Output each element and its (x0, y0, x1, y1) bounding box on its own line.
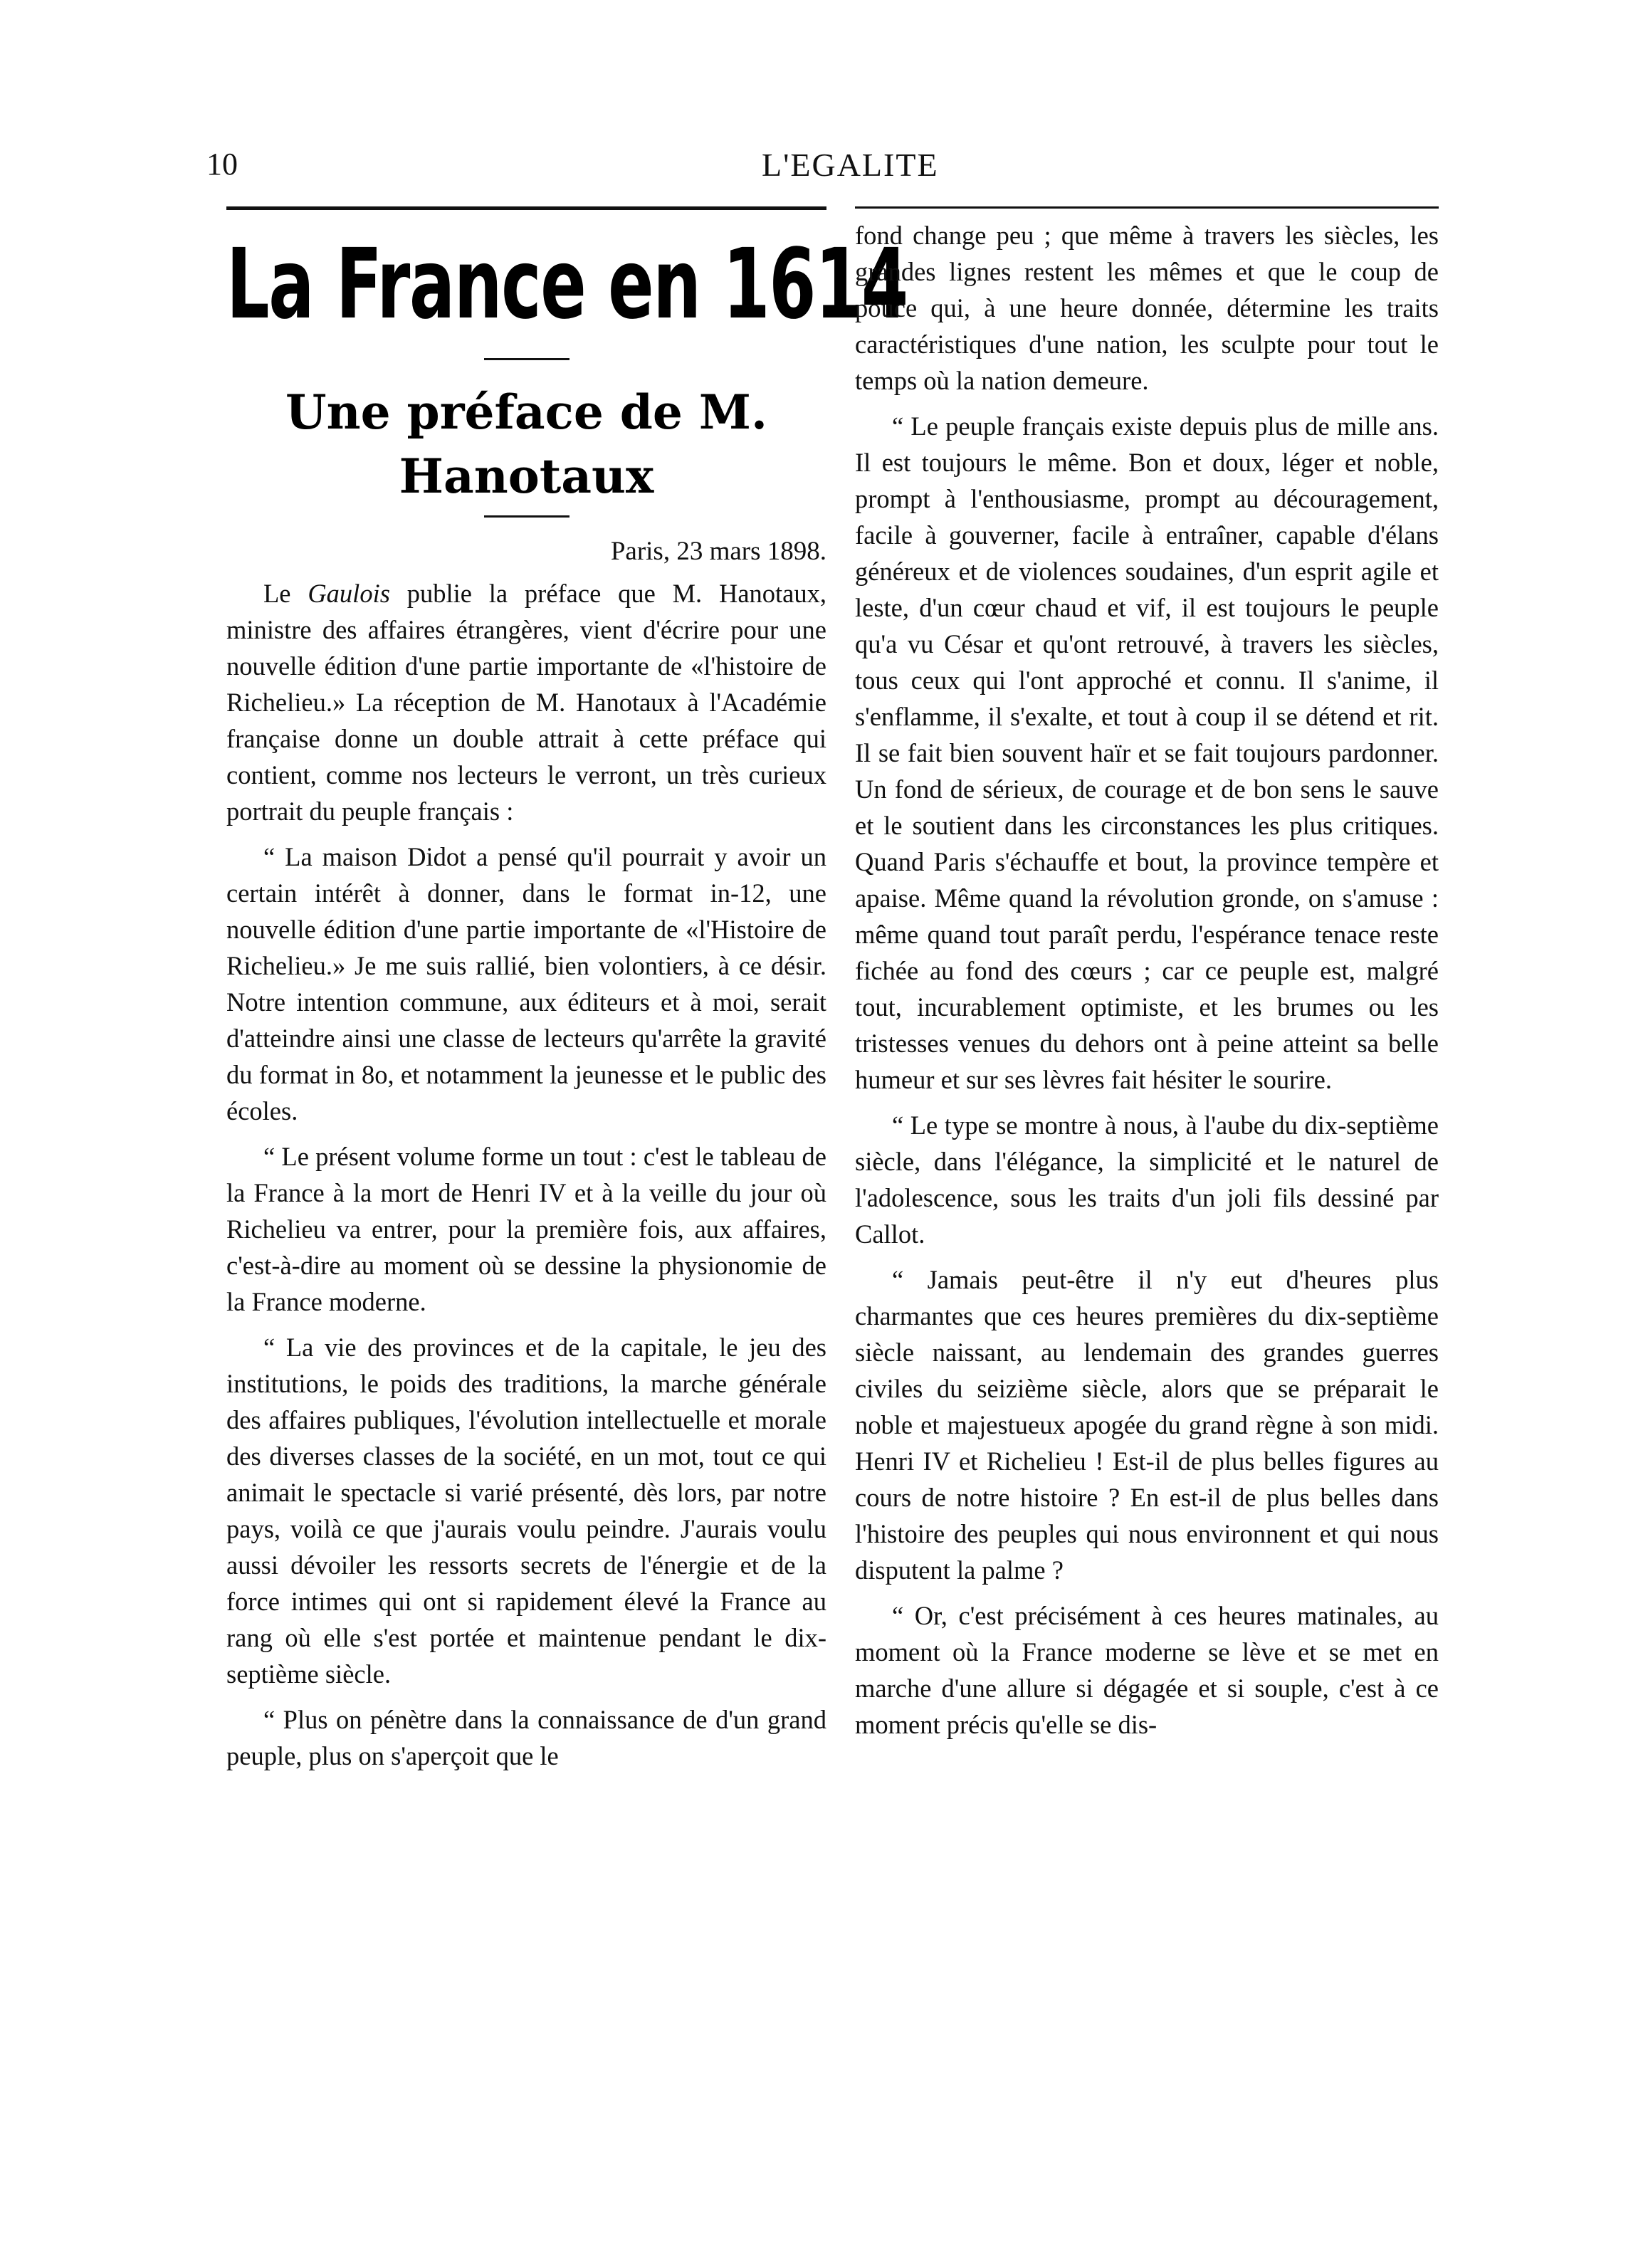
body-paragraph: “ Plus on pénètre dans la connaissance de d'un grand peuple, plus on s'aperçoit que le (226, 1705, 826, 1770)
body-paragraph: “ Le peuple français existe depuis plus de mille ans. Il est toujours le même. Bon et doux, léger et noble, prompt à l'enthousiasme, prompt au découragement, facile à gouverner, facile à entraîner, capable d'élans généreux et de violences soudaines, d'un esprit agile et leste, d'un cœur chaud et vif, il est toujours le peuple qu'a vu César et qu'ont retrouvé, à travers les siècles, tous ceux qui l'ont approché et connu. Il s'anime, il s'enflamme, il s'exalte, et tout à coup il se détend et rit. Il se fait bien souvent haïr et se fait toujours pardonner. Un fond de sérieux, de courage et de bon sens le sauve et le soutient dans les circonstances les plus critiques. Quand Paris s'échauffe et bout, la province tempère et apaise. Même quand la révolution gronde, on s'amuse : même quand tout paraît perdu, l'espérance tenace reste fichée au fond des cœurs ; car ce peuple est, malgré tout, incurablement optimiste, et les brumes ou les tristesses venues du dehors ont à peine atteint sa belle humeur et sur ses lèvres fait hésiter le sourire. (855, 411, 1439, 1094)
newspaper-name: Gaulois (308, 579, 390, 608)
body-paragraph: “ Le présent volume forme un tout : c'est le tableau de la France à la mort de Henri IV et à la veille du jour où Richelieu va entrer, pour la première fois, aux affaires, c'est-à-dire au moment où se dessine la physionomie de la France moderne. (226, 1142, 826, 1316)
right-column (855, 217, 1439, 1752)
body-paragraph: “ La maison Didot a pensé qu'il pourrait y avoir un certain intérêt à donner, dans le format in-12, une nouvelle édition d'une partie importante de «l'Histoire de Richelieu.» Je me suis rallié, bien volontiers, à ce désir. Notre intention commune, aux éditeurs et à moi, serait d'atteindre ainsi une classe de lecteurs qu'arrête la gravité du format in 8o, et notamment la jeunesse et le public des écoles. (226, 842, 826, 1125)
body-paragraph: “ Jamais peut-être il n'y eut d'heures plus charmantes que ces heures premières du dix-septième siècle naissant, au lendemain des grandes guerres civiles du seizième siècle, alors que se préparait le noble et majestueux apogée du grand règne à son midi. Henri IV et Richelieu ! Est-il de plus belles figures au cours de notre histoire ? En est-il de plus belles dans l'histoire des peuples qui nous environnent et qui nous disputent la palme ? (855, 1265, 1439, 1585)
body-paragraph: “ La vie des provinces et de la capitale, le jeu des institutions, le poids des traditions, la marche générale des affaires publiques, l'évolution intellectuelle et morale des diverses classes de la société, en un mot, tout ce qui animait le spectacle si varié présenté, dès lors, par notre pays, voilà ce que j'aurais voulu peindre. J'aurais voulu aussi dévoiler les ressorts secrets de l'énergie et de la force intimes qui ont si rapidement élevé la France au rang où elle s'est portée et maintenue pendant le dix-septième siècle. (226, 1333, 826, 1689)
page-header (0, 146, 1643, 196)
header-rule-left (226, 206, 826, 210)
continued-paragraph: fond change peu ; que même à travers les siècles, les grandes lignes restent les mêmes et que le coup de pouce qui, à une heure donnée, détermine les traits caractéristiques d'une nation, les sculpte pour tout le temps où la nation demeure. (855, 221, 1439, 395)
body-paragraph: “ Or, c'est précisément à ces heures matinales, au moment où la France moderne se lève et se met en marche d'une allure si dégagée et si souple, c'est à ce moment précis qu'elle se dis- (855, 1601, 1439, 1739)
header-rule-right (855, 206, 1439, 209)
dateline: Paris, 23 mars 1898. (610, 537, 826, 566)
title-divider (484, 358, 569, 360)
article-subtitle: Une préface de M. Hanotaux (285, 384, 767, 504)
page-number: 10 (206, 147, 238, 182)
article-title: La France en 1614 (226, 229, 908, 341)
intro-paragraph: Le Gaulois publie la préface que M. Hanotaux, ministre des affaires étrangères, vient d'écrire pour une nouvelle édition d'une partie importante de «l'histoire de Richelieu.» La réception de M. Hanotaux à l'Académie française donne un double attrait à cette préface qui contient, comme nos lecteurs le verront, un très curieux portrait du peuple français : (226, 579, 827, 826)
journal-title: L'EGALITE (762, 147, 939, 183)
left-column (226, 217, 908, 1783)
subtitle-divider (484, 515, 569, 518)
body-paragraph: “ Le type se montre à nous, à l'aube du dix-septième siècle, dans l'élégance, la simplicité et le naturel de l'adolescence, sous les traits d'un joli fils dessiné par Callot. (855, 1111, 1439, 1249)
